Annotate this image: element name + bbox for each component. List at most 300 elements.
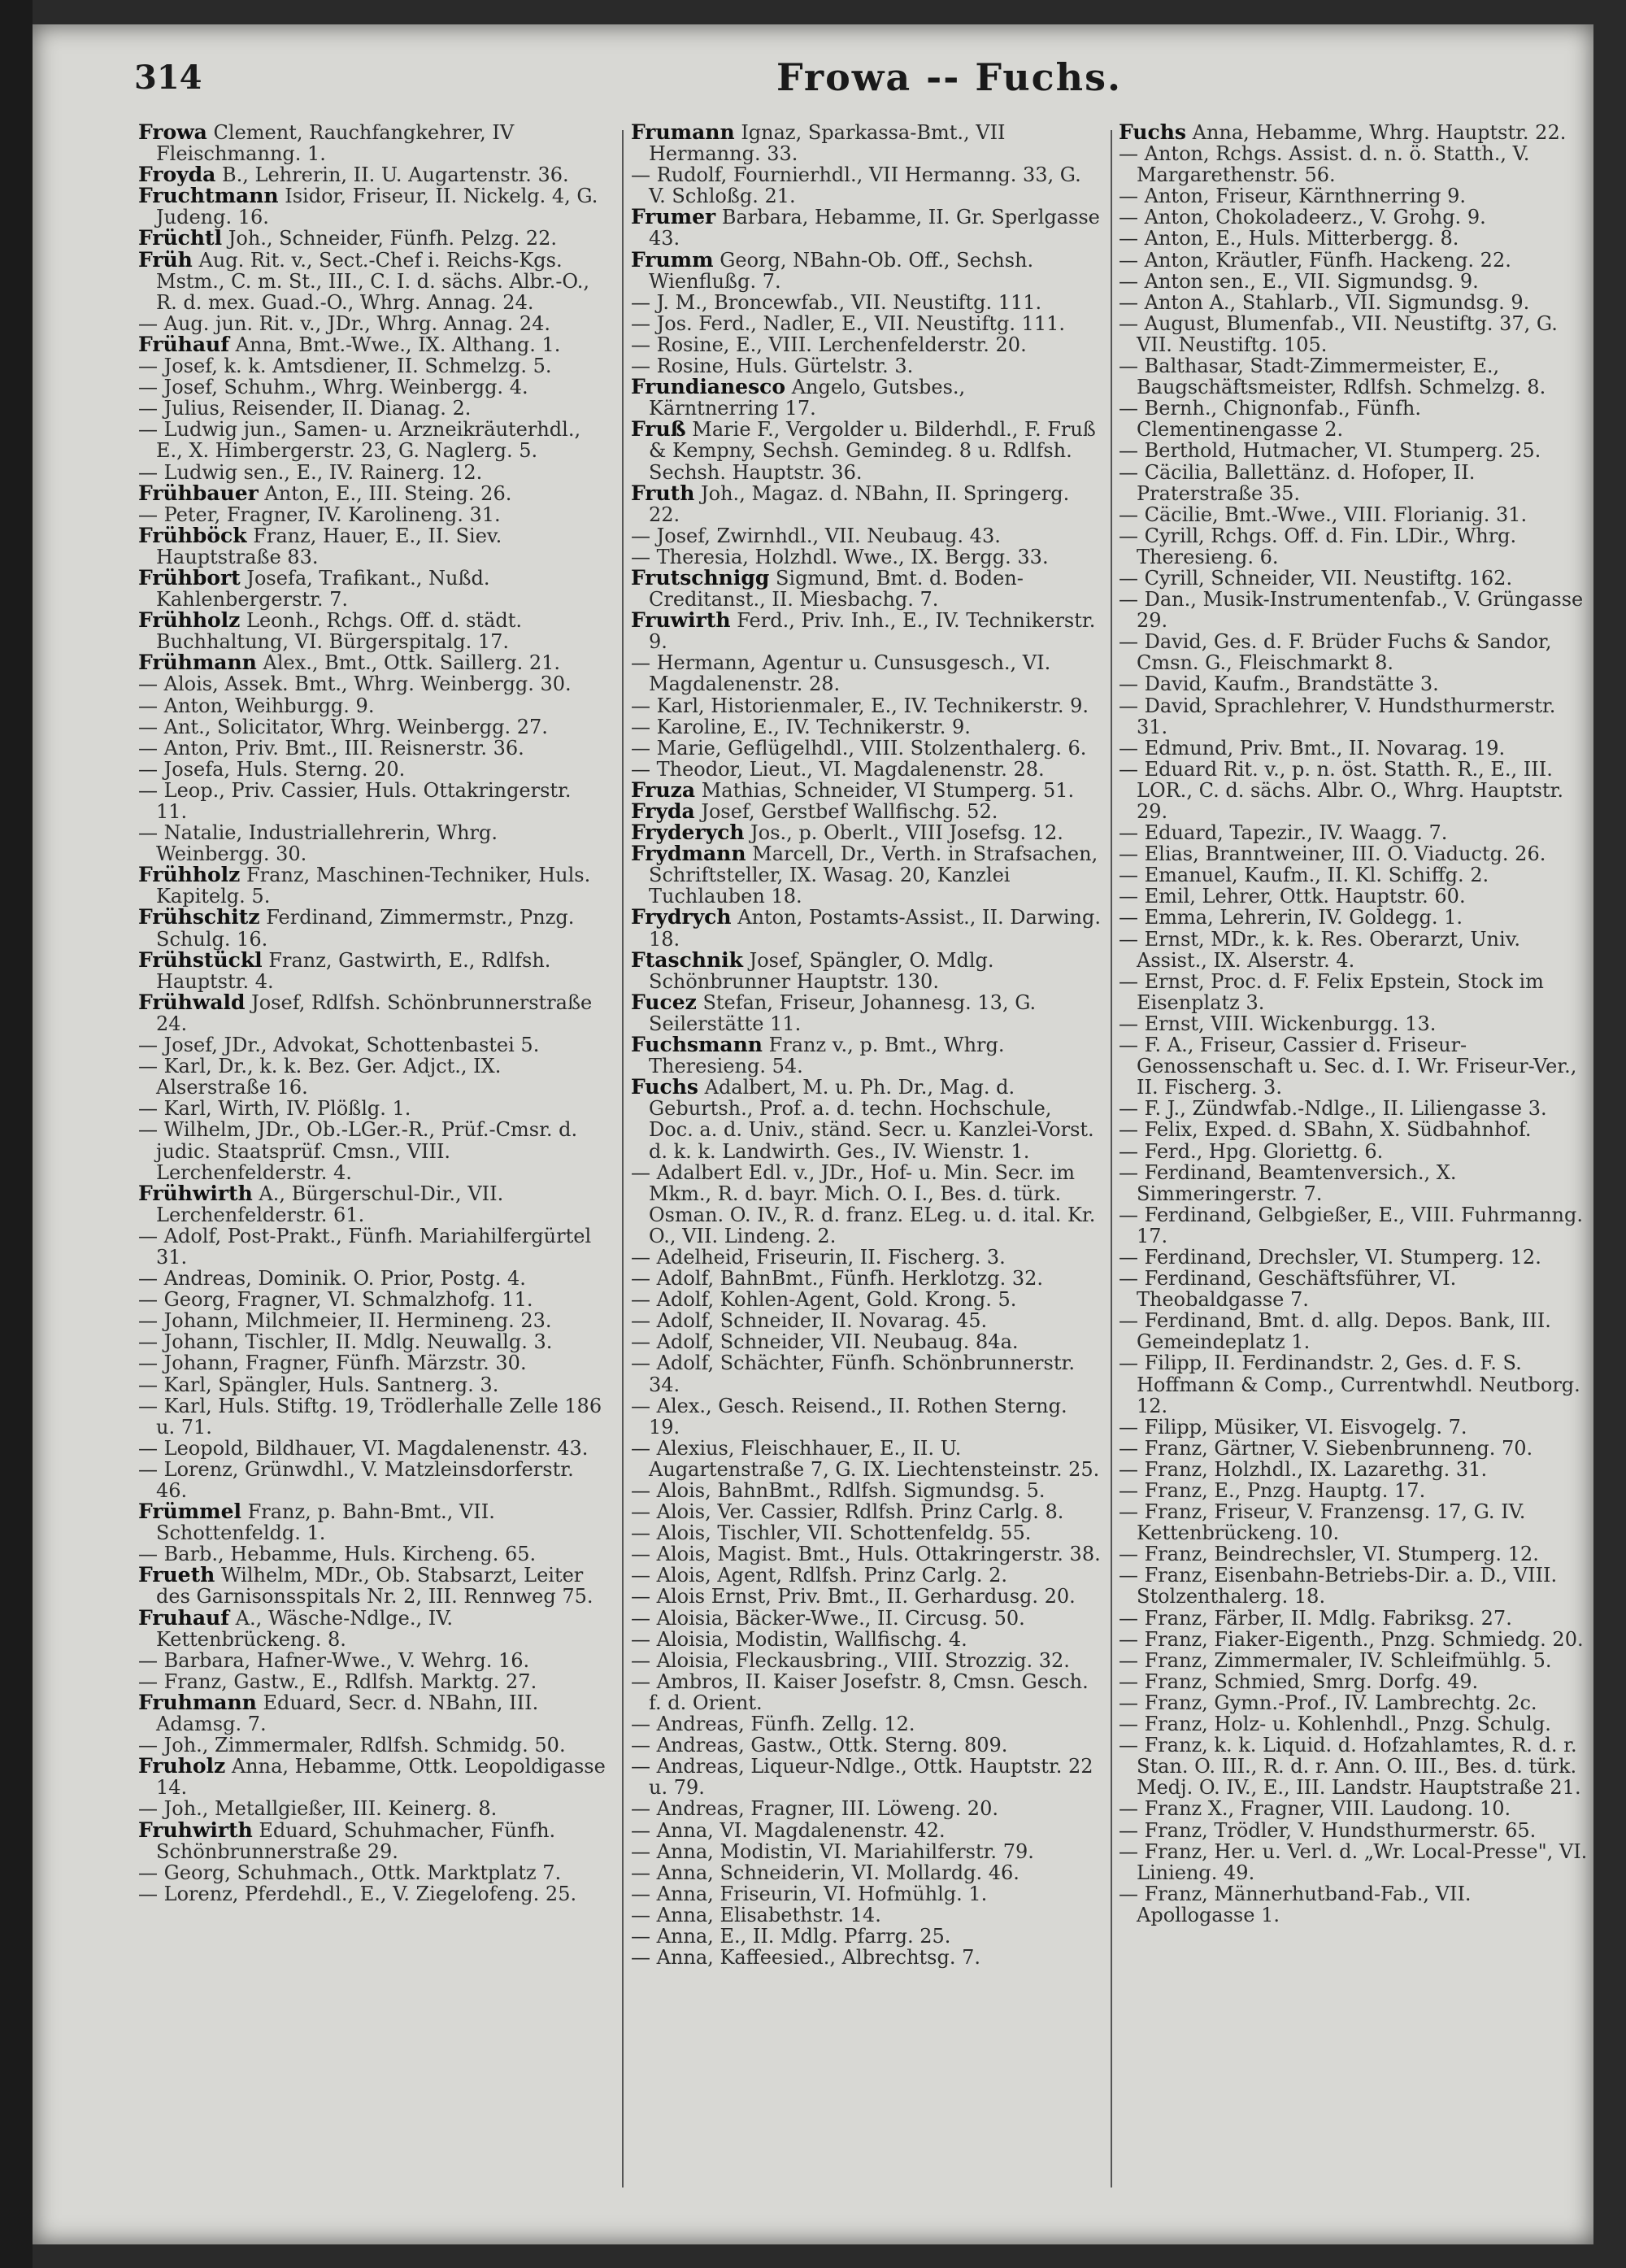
directory-entry <box>138 504 608 525</box>
entry-text: Stefan, Friseur, Johannesg. 13, G. Seilerstätte 11. <box>649 990 1037 1035</box>
directory-entry <box>138 1289 608 1310</box>
entry-text: — Barb., Hebamme, Huls. Kircheng. 65. <box>138 1543 537 1566</box>
directory-entry <box>138 1735 608 1756</box>
entry-text: — Karl, Huls. Stiftg. 19, Trödlerhalle Zelle 186 u. 71. <box>138 1394 602 1439</box>
directory-entry <box>1119 864 1589 886</box>
entry-text: — Emanuel, Kaufm., II. Kl. Schiffg. 2. <box>1119 864 1489 887</box>
entry-text: — David, Ges. d. F. Brüder Fuchs & Sandor, Cmsn. G., Fleischmarkt 8. <box>1119 630 1552 675</box>
running-title: Frowa -- Fuchs. <box>776 55 1123 99</box>
directory-entry <box>1119 759 1589 822</box>
directory-entry <box>138 525 608 568</box>
directory-entry <box>631 1352 1101 1395</box>
entry-surname: Fruza <box>631 777 696 802</box>
entry-text: — Josef, k. k. Amtsdiener, II. Schmelzg. 5. <box>138 355 552 378</box>
directory-entry <box>1119 271 1589 292</box>
directory-entry <box>631 419 1101 482</box>
directory-entry <box>1119 1841 1589 1883</box>
directory-entry <box>631 1480 1101 1501</box>
entry-surname: Fruhwirth <box>138 1817 253 1842</box>
entry-surname: Frühböck <box>138 523 247 547</box>
entry-text: — Anton, Friseur, Kärnthnerring 9. <box>1119 185 1466 208</box>
entry-text: — Alois, BahnBmt., Rdlfsh. Sigmundsg. 5. <box>631 1479 1046 1502</box>
directory-entry <box>1119 1671 1589 1692</box>
directory-entry <box>631 652 1101 694</box>
entry-text: — Franz X., Fragner, VIII. Laudong. 10. <box>1119 1797 1511 1821</box>
directory-entry <box>138 610 608 652</box>
directory-entry <box>1119 462 1589 504</box>
directory-entry <box>138 1798 608 1819</box>
entry-text: — Rosine, E., VIII. Lerchenfelderstr. 20. <box>631 333 1027 356</box>
entry-text: — Emil, Lehrer, Ottk. Hauptstr. 60. <box>1119 885 1466 908</box>
directory-entry <box>1119 1480 1589 1501</box>
directory-entry <box>1119 1204 1589 1247</box>
entry-text: — Anton, E., Huls. Mitterbergg. 8. <box>1119 227 1459 250</box>
directory-entry <box>138 1352 608 1373</box>
entry-text: — Josefa, Huls. Sterng. 20. <box>138 757 406 781</box>
directory-entry <box>631 1565 1101 1586</box>
entry-surname: Fruth <box>631 481 695 505</box>
directory-entry <box>138 164 608 185</box>
directory-entry <box>138 1183 608 1225</box>
entry-text: — Georg, Fragner, VI. Schmalzhofg. 11. <box>138 1288 533 1312</box>
entry-text: Anna, Bmt.-Wwe., IX. Althang. 1. <box>235 333 561 356</box>
entry-text: — Alois, Magist. Bmt., Huls. Ottakringerstr. 38. <box>631 1543 1101 1566</box>
entry-text: — Aloisia, Bäcker-Wwe., II. Circusg. 50. <box>631 1606 1025 1630</box>
directory-entry <box>138 185 608 228</box>
directory-entry <box>138 780 608 822</box>
directory-entry <box>631 822 1101 843</box>
directory-entry <box>631 525 1101 546</box>
entry-text: Eduard, Secr. d. NBahn, III. Adamsg. 7. <box>156 1691 539 1736</box>
entry-text: — Franz, Holz- u. Kohlenhdl., Pnzg. Schulg. <box>1119 1713 1551 1736</box>
directory-entry <box>138 716 608 738</box>
entry-surname: Fruhmann <box>138 1690 257 1714</box>
directory-entry <box>1119 971 1589 1013</box>
entry-text: — Emma, Lehrerin, IV. Goldegg. 1. <box>1119 906 1463 929</box>
directory-entry <box>138 1605 608 1651</box>
entry-text: — Anna, Modistin, VI. Mariahilferstr. 79. <box>631 1839 1034 1863</box>
entry-text: — Anton A., Stahlarb., VII. Sigmundsg. 9. <box>1119 290 1530 314</box>
directory-entry <box>631 1947 1101 1968</box>
entry-text: — Franz, Her. u. Verl. d. „Wr. Local-Presse", VI. Linieng. 49. <box>1119 1839 1588 1884</box>
entry-surname: Frühmann <box>138 651 257 675</box>
directory-entry <box>138 864 608 907</box>
directory-entry <box>138 1671 608 1692</box>
entry-text: — Eduard, Tapezir., IV. Waagg. 7. <box>1119 821 1448 845</box>
entry-surname: Frühbort <box>138 565 241 590</box>
directory-entry <box>631 759 1101 780</box>
directory-entry <box>631 1247 1101 1268</box>
entry-text: — Cäcilia, Ballettänz. d. Hofoper, II. Praterstraße 35. <box>1119 460 1476 505</box>
entry-text: — Alois Ernst, Priv. Bmt., II. Gerhardusg. 20. <box>631 1585 1076 1608</box>
entry-text: — Ernst, Proc. d. F. Felix Epstein, Stock im Eisenplatz 3. <box>1119 969 1544 1014</box>
directory-entry <box>1119 1141 1589 1162</box>
directory-entry <box>138 1862 608 1883</box>
entry-text: Angelo, Gutsbes., Kärntnerring 17. <box>649 376 966 420</box>
entry-text: — Joh., Zimmermaler, Rdlfsh. Schmidg. 50. <box>138 1734 566 1757</box>
directory-entry <box>631 1671 1101 1713</box>
entry-text: — Karl, Historienmaler, E., IV. Technikerstr. 9. <box>631 694 1089 717</box>
directory-entry <box>1119 143 1589 185</box>
directory-entry <box>138 247 608 314</box>
directory-entry <box>138 483 608 504</box>
entry-text: — Cyrill, Rchgs. Off. d. Fin. LDir., Whrg. Theresieng. 6. <box>1119 524 1517 568</box>
entry-text: Wilhelm, MDr., Ob. Stabsarzt, Leiter des Garnisonsspitals Nr. 2, III. Rennweg 75. <box>156 1564 593 1608</box>
directory-entry <box>631 1438 1101 1480</box>
entry-text: — Cäcilie, Bmt.-Wwe., VIII. Florianig. 31. <box>1119 503 1528 526</box>
directory-entry <box>138 759 608 780</box>
directory-entry <box>631 1522 1101 1543</box>
entry-text: — Adolf, BahnBmt., Fünfh. Herklotzg. 32. <box>631 1267 1044 1291</box>
directory-entry <box>1119 1310 1589 1352</box>
directory-entry <box>138 1268 608 1289</box>
entry-text: A., Wäsche-Ndlge., IV. Kettenbrückeng. 8. <box>156 1606 453 1651</box>
entry-text: — Peter, Fragner, IV. Karolineng. 31. <box>138 503 501 526</box>
directory-entry <box>138 355 608 377</box>
directory-entry <box>1119 1820 1589 1841</box>
entry-text: — Ferdinand, Bmt. d. allg. Depos. Bank, III. Gemeindeplatz 1. <box>1119 1309 1551 1354</box>
directory-entry <box>631 1905 1101 1926</box>
entry-text: Franz, p. Bahn-Bmt., VII. Schottenfeldg. 1. <box>156 1500 495 1545</box>
entry-surname: Fuchs <box>1119 120 1186 144</box>
entry-text: — Aug. jun. Rit. v., JDr., Whrg. Annag. 24. <box>138 311 551 335</box>
directory-entry <box>138 738 608 759</box>
directory-entry <box>1119 1013 1589 1034</box>
entry-text: — Dan., Musik-Instrumentenfab., V. Grüngasse 29. <box>1119 588 1584 633</box>
entry-text: Alex., Bmt., Ottk. Saillerg. 21. <box>263 651 561 675</box>
directory-entry <box>138 1756 608 1798</box>
entry-surname: Frühwald <box>138 990 246 1014</box>
entry-text: Isidor, Friseur, II. Nickelg. 4, G. Judeng. 16. <box>156 185 598 229</box>
entry-text: — Anna, Schneiderin, VI. Mollardg. 46. <box>631 1861 1020 1884</box>
directory-entry <box>138 462 608 483</box>
directory-entry <box>631 483 1101 525</box>
entry-text: — Andreas, Gastw., Ottk. Sterng. 809. <box>631 1734 1008 1757</box>
directory-entry <box>1119 929 1589 971</box>
entry-text: — Joh., Metallgießer, III. Keinerg. 8. <box>138 1797 498 1821</box>
directory-entry <box>631 1543 1101 1565</box>
directory-entry <box>1119 313 1589 355</box>
directory-entry <box>1119 631 1589 673</box>
entry-text: — Filipp, II. Ferdinandstr. 2, Ges. d. F. S. Hoffmann & Comp., Currentwhdl. Neutborg. 12. <box>1119 1352 1580 1417</box>
directory-entry <box>1119 1650 1589 1671</box>
directory-entry <box>138 673 608 694</box>
directory-entry <box>1119 673 1589 694</box>
entry-text: — Theodor, Lieut., VI. Magdalenenstr. 28. <box>631 757 1045 781</box>
entry-text: — David, Sprachlehrer, V. Hundsthurmerstr. 31. <box>1119 694 1556 738</box>
entry-text: Barbara, Hebamme, II. Gr. Sperlgasse 43. <box>649 206 1100 250</box>
directory-entry <box>631 1713 1101 1735</box>
directory-entry <box>631 292 1101 313</box>
directory-entry <box>1119 1268 1589 1310</box>
directory-entry <box>631 1735 1101 1756</box>
entry-surname: Fruß <box>631 417 686 442</box>
directory-entry <box>138 1098 608 1119</box>
directory-entry <box>631 355 1101 377</box>
directory-entry <box>631 1331 1101 1352</box>
entry-text: — Anton, Weihburgg. 9. <box>138 694 375 717</box>
entry-text: Aug. Rit. v., Sect.-Chef i. Reichs-Kgs. Mstm., C. m. St., III., C. I. d. sächs. Albr.-O., R. d. mex. Guad.-O., Whrg. Annag. 24. <box>156 248 589 314</box>
entry-text: — August, Blumenfab., VII. Neustiftg. 37, G. VII. Neustiftg. 105. <box>1119 311 1558 356</box>
entry-text: — Lorenz, Pferdehdl., E., V. Ziegelofeng. 25. <box>138 1882 577 1905</box>
entry-text: — Ambros, II. Kaiser Josefstr. 8, Cmsn. Gesch. f. d. Orient. <box>631 1669 1089 1714</box>
entry-surname: Frundianesco <box>631 375 786 399</box>
entry-text: — Leopold, Bildhauer, VI. Magdalenenstr. 43. <box>138 1436 589 1460</box>
directory-entry <box>631 1268 1101 1289</box>
entry-text: — Alois, Agent, Rdlfsh. Prinz Carlg. 2. <box>631 1564 1007 1587</box>
entry-text: — Johann, Fragner, Fünfh. Märzstr. 30. <box>138 1352 527 1375</box>
entry-text: — Franz, Zimmermaler, IV. Schleifmühlg. 5. <box>1119 1648 1552 1672</box>
directory-entry <box>138 565 608 612</box>
entry-surname: Frydmann <box>631 842 746 866</box>
entry-text: Jos., p. Oberlt., VIII Josefsg. 12. <box>750 821 1063 845</box>
entry-text: Josef, Gerstbef Wallfischg. 52. <box>701 800 998 823</box>
entry-text: — Anna, E., II. Mdlg. Pfarrg. 25. <box>631 1924 951 1948</box>
directory-entry <box>138 1650 608 1671</box>
entry-text: — Cyrill, Schneider, VII. Neustiftg. 162. <box>1119 566 1513 590</box>
entry-surname: Fruwirth <box>631 608 731 633</box>
directory-entry <box>1119 1543 1589 1565</box>
entry-text: — Franz, k. k. Liquid. d. Hofzahlamtes, R. d. r. Stan. O. III., R. d. r. Ann. O. III., Bes. d. türk. Medj. O. IV., E., III. Landstr. Hauptstraße 21. <box>1119 1734 1581 1800</box>
directory-entry <box>1119 907 1589 928</box>
entry-text: — Adalbert Edl. v., JDr., Hof- u. Min. Secr. im Mkm., R. d. bayr. Mich. O. I., Bes. d. türk. Osman. O. IV., R. d. franz. ELeg. u. d. ital. Kr. O., VII. Lindeng. 2. <box>631 1160 1096 1247</box>
directory-entry <box>631 1883 1101 1905</box>
entry-text: — Barbara, Hafner-Wwe., V. Wehrg. 16. <box>138 1648 530 1672</box>
entry-text: — Ferdinand, Gelbgießer, E., VIII. Fuhrmanng. 17. <box>1119 1203 1583 1247</box>
entry-text: — Karl, Spängler, Huls. Santnerg. 3. <box>138 1373 499 1396</box>
directory-entry <box>138 398 608 419</box>
directory-entry <box>1119 292 1589 313</box>
directory-entry <box>631 122 1101 164</box>
entry-text: — Eduard Rit. v., p. n. öst. Statth. R., E., III. LOR., C. d. sächs. Albr. O., Whrg. Hauptstr. 29. <box>1119 757 1564 823</box>
directory-entry <box>138 1119 608 1182</box>
entry-text: — Alois, Ver. Cassier, Rdlfsh. Prinz Carlg. 8. <box>631 1500 1064 1524</box>
entry-text: — Alois, Tischler, VII. Schottenfeldg. 55. <box>631 1521 1032 1545</box>
directory-entry <box>631 1820 1101 1841</box>
directory-entry <box>1119 1735 1589 1798</box>
entry-text: — Andreas, Fünfh. Zellg. 12. <box>631 1713 915 1736</box>
entry-text: — Alexius, Fleischhauer, E., II. U. Augartenstraße 7, G. IX. Liechtensteinstr. 25. <box>631 1436 1100 1481</box>
entry-text: — Hermann, Agentur u. Cunsusgesch., VI. Magdalenenstr. 28. <box>631 651 1051 696</box>
entry-text: — Bernh., Chignonfab., Fünfh. Clementinengasse 2. <box>1119 397 1421 442</box>
entry-text: — F. A., Friseur, Cassier d. Friseur-Genossenschaft u. Sec. d. I. Wr. Friseur-Ver., II. Fischerg. 3. <box>1119 1034 1577 1099</box>
entry-text: — Ferd., Hpg. Gloriettg. 6. <box>1119 1139 1384 1163</box>
directory-entry <box>1119 398 1589 440</box>
directory-entry <box>138 228 608 249</box>
entry-text: — Josef, JDr., Advokat, Schottenbastei 5. <box>138 1034 540 1057</box>
entry-surname: Fuchs <box>631 1075 698 1099</box>
entry-text: Franz, Gastwirth, E., Rdlfsh. Hauptstr. 4. <box>156 948 551 993</box>
entry-surname: Frühbauer <box>138 481 259 505</box>
entry-text: Leonh., Rchgs. Off. d. städt. Buchhaltung, VI. Bürgerspitalg. 17. <box>156 609 522 654</box>
directory-entry <box>631 334 1101 355</box>
entry-text: — Adelheid, Friseurin, II. Fischerg. 3. <box>631 1245 1006 1269</box>
entry-text: — Josef, Zwirnhdl., VII. Neubaug. 43. <box>631 524 1001 547</box>
directory-entry <box>138 822 608 864</box>
directory-entry <box>138 313 608 334</box>
entry-text: — Marie, Geflügelhdl., VIII. Stolzenthalerg. 6. <box>631 736 1087 760</box>
entry-text: Ferdinand, Zimmermstr., Pnzg. Schulg. 16. <box>156 906 575 951</box>
entry-text: — J. M., Broncewfab., VII. Neustiftg. 111. <box>631 290 1042 314</box>
entry-text: — Ferdinand, Beamtenversich., X. Simmeringerstr. 7. <box>1119 1160 1457 1205</box>
directory-entry <box>1119 1713 1589 1735</box>
entry-surname: Frühholz <box>138 608 241 633</box>
directory-entry <box>631 1586 1101 1607</box>
entry-text: — Anna, Friseurin, VI. Hofmühlg. 1. <box>631 1882 988 1905</box>
directory-entry <box>631 247 1101 293</box>
entry-text: — F. J., Zündwfab.-Ndlge., II. Liliengasse 3. <box>1119 1097 1547 1121</box>
directory-entry <box>631 164 1101 207</box>
directory-entry <box>1119 207 1589 228</box>
entry-surname: Frydrych <box>631 905 732 929</box>
entry-surname: Frühschitz <box>138 905 260 929</box>
directory-entry <box>138 1501 608 1543</box>
entry-text: — Rosine, Huls. Gürtelstr. 3. <box>631 355 914 378</box>
entry-surname: Fryderych <box>631 821 745 845</box>
directory-entry <box>1119 525 1589 568</box>
directory-entry <box>631 992 1101 1034</box>
directory-entry <box>1119 1608 1589 1629</box>
directory-entry <box>1119 695 1589 738</box>
entry-text: — Johann, Milchmeier, II. Hermineng. 23. <box>138 1309 552 1333</box>
directory-entry <box>1119 843 1589 864</box>
directory-entry <box>631 716 1101 738</box>
directory-entry <box>138 695 608 716</box>
entry-text: Franz, Maschinen-Techniker, Huls. Kapitelg. 5. <box>156 864 591 908</box>
directory-entry <box>138 122 608 164</box>
directory-entry <box>1119 1501 1589 1543</box>
directory-entry <box>631 1629 1101 1650</box>
entry-text: — Adolf, Kohlen-Agent, Gold. Krong. 5. <box>631 1288 1017 1312</box>
entry-text: Marcell, Dr., Verth. in Strafsachen, Schriftsteller, IX. Wasag. 20, Kanzlei Tuchlauben 18. <box>649 842 1098 908</box>
directory-entry <box>1119 185 1589 207</box>
entry-text: Josef, Rdlfsh. Schönbrunnerstraße 24. <box>156 990 593 1035</box>
entry-text: — Jos. Ferd., Nadler, E., VII. Neustiftg. 111. <box>631 311 1066 335</box>
entry-text: — Franz, Gastw., E., Rdlfsh. Marktg. 27. <box>138 1669 537 1693</box>
entry-text: — Anton sen., E., VII. Sigmundsg. 9. <box>1119 269 1479 293</box>
entry-text: — Karoline, E., IV. Technikerstr. 9. <box>631 715 971 738</box>
entry-text: — Julius, Reisender, II. Dianag. 2. <box>138 397 472 420</box>
column-1 <box>138 122 608 1905</box>
directory-entry <box>1119 1119 1589 1140</box>
entry-text: Joh., Schneider, Fünfh. Pelzg. 22. <box>228 227 558 250</box>
entry-text: — Franz, Schmied, Smrg. Dorfg. 49. <box>1119 1669 1479 1693</box>
directory-entry <box>138 1565 608 1607</box>
directory-entry <box>631 1926 1101 1947</box>
directory-entry <box>631 777 1101 802</box>
directory-entry <box>631 695 1101 716</box>
entry-text: — Anna, VI. Magdalenenstr. 42. <box>631 1818 946 1842</box>
entry-text: — Anna, Kaffeesied., Albrechtsg. 7. <box>631 1946 981 1970</box>
entry-surname: Frumann <box>631 120 735 144</box>
entry-text: — Rudolf, Fournierhdl., VII Hermanng. 33, G. V. Schloßg. 21. <box>631 163 1081 208</box>
entry-surname: Frutschnigg <box>631 565 770 590</box>
entry-text: — Adolf, Schächter, Fünfh. Schönbrunnerstr. 34. <box>631 1352 1075 1396</box>
directory-entry <box>631 907 1101 949</box>
entry-surname: Frumm <box>631 247 714 272</box>
entry-surname: Frümmel <box>138 1500 241 1524</box>
entry-text: — Franz, Friseur, V. Franzensg. 17, G. IV. Kettenbrückeng. 10. <box>1119 1500 1526 1545</box>
page-number: 314 <box>134 59 202 97</box>
entry-surname: Fruhauf <box>138 1605 229 1630</box>
directory-entry <box>138 1374 608 1395</box>
entry-text: — Franz, Fiaker-Eigenth., Pnzg. Schmiedg. 20. <box>1119 1627 1584 1651</box>
entry-text: — David, Kaufm., Brandstätte 3. <box>1119 673 1439 696</box>
entry-text: — Adolf, Post-Prakt., Fünfh. Mariahilfergürtel 31. <box>138 1224 592 1269</box>
directory-entry <box>631 377 1101 419</box>
entry-text: — Franz, Eisenbahn-Betriebs-Dir. a. D., VIII. Stolzenthalerg. 18. <box>1119 1564 1558 1608</box>
directory-entry <box>631 610 1101 652</box>
entry-text: — Karl, Wirth, IV. Plößlg. 1. <box>138 1097 411 1121</box>
directory-entry <box>631 843 1101 907</box>
entry-text: — Anton, Rchgs. Assist. d. n. ö. Statth., V. Margarethenstr. 56. <box>1119 142 1530 187</box>
directory-entry <box>1119 1629 1589 1650</box>
entry-text: — Franz, Färber, II. Mdlg. Fabriksg. 27. <box>1119 1606 1512 1630</box>
entry-text: — Ferdinand, Drechsler, VI. Stumperg. 12. <box>1119 1245 1541 1269</box>
directory-entry <box>631 738 1101 759</box>
directory-entry <box>631 1077 1101 1161</box>
directory-entry <box>138 1692 608 1735</box>
scan-edge <box>0 0 33 2268</box>
directory-entry <box>138 1817 608 1863</box>
page-header <box>134 34 1598 124</box>
directory-entry <box>631 1862 1101 1883</box>
entry-text: Eduard, Schuhmacher, Fünfh. Schönbrunnerstraße 29. <box>156 1818 556 1863</box>
directory-entry <box>1119 1798 1589 1819</box>
directory-entry <box>631 207 1101 249</box>
directory-entry <box>138 1459 608 1501</box>
entry-text: Anna, Hebamme, Ottk. Leopoldigasse 14. <box>156 1755 606 1800</box>
directory-entry <box>631 1289 1101 1310</box>
entry-text: — Franz, E., Pnzg. Hauptg. 17. <box>1119 1479 1426 1502</box>
entry-text: — Ferdinand, Geschäftsführer, VI. Theobaldgasse 7. <box>1119 1267 1457 1312</box>
entry-text: Franz v., p. Bmt., Whrg. Theresieng. 54. <box>649 1034 1005 1078</box>
directory-entry <box>138 419 608 461</box>
entry-text: — Felix, Exped. d. SBahn, X. Südbahnhof. <box>1119 1118 1532 1142</box>
entry-text: — Ludwig jun., Samen- u. Arzneikräuterhdl., E., X. Himbergerstr. 23, G. Naglerg. 5. <box>138 418 581 463</box>
entry-text: Joh., Magaz. d. NBahn, II. Springerg. 22. <box>649 481 1070 526</box>
entry-text: — Elias, Branntweiner, III. O. Viaductg. 26. <box>1119 842 1546 866</box>
entry-surname: Fuchsmann <box>631 1033 763 1057</box>
entry-surname: Froyda <box>138 163 216 187</box>
entry-text: Marie F., Vergolder u. Bilderhdl., F. Fruß & Kempny, Sechsh. Gemindeg. 8 u. Rdlfsh. Sechsh. Hauptstr. 36. <box>649 418 1096 484</box>
directory-entry <box>1119 886 1589 907</box>
directory-entry <box>1119 1692 1589 1713</box>
entry-text: — Balthasar, Stadt-Zimmermeister, E., Baugschäftsmeister, Rdlfsh. Schmelzg. 8. <box>1119 355 1546 399</box>
entry-text: — Alex., Gesch. Reisend., II. Rothen Sterng. 19. <box>631 1394 1067 1439</box>
directory-entry <box>631 313 1101 334</box>
entry-text: Josefa, Trafikant., Nußd. Kahlenbergerstr. 7. <box>156 566 490 612</box>
directory-entry <box>138 1883 608 1905</box>
entry-text: — Ludwig sen., E., IV. Rainerg. 12. <box>138 460 483 484</box>
directory-entry <box>1119 1565 1589 1607</box>
entry-text: — Franz, Holzhdl., IX. Lazarethg. 31. <box>1119 1457 1488 1481</box>
directory-entry <box>631 1310 1101 1331</box>
directory-entry <box>138 1543 608 1565</box>
entry-text: — Lorenz, Grünwdhl., V. Matzleinsdorferstr. 46. <box>138 1457 574 1502</box>
directory-entry <box>1119 589 1589 631</box>
column-2 <box>631 122 1101 1968</box>
entry-text: — Franz, Männerhutband-Fab., VII. Apollogasse 1. <box>1119 1882 1472 1926</box>
entry-text: Anna, Hebamme, Whrg. Hauptstr. 22. <box>1192 121 1567 144</box>
entry-text: A., Bürgerschul-Dir., VII. Lerchenfelderstr. 61. <box>156 1182 504 1226</box>
entry-surname: Fucez <box>631 990 697 1014</box>
directory-entry <box>138 334 608 355</box>
entry-text: — Franz, Trödler, V. Hundsthurmerstr. 65. <box>1119 1818 1537 1842</box>
directory-entry <box>1119 1162 1589 1204</box>
directory-entry <box>631 1034 1101 1077</box>
entry-text: — Anton, Chokoladeerz., V. Grohg. 9. <box>1119 206 1486 229</box>
